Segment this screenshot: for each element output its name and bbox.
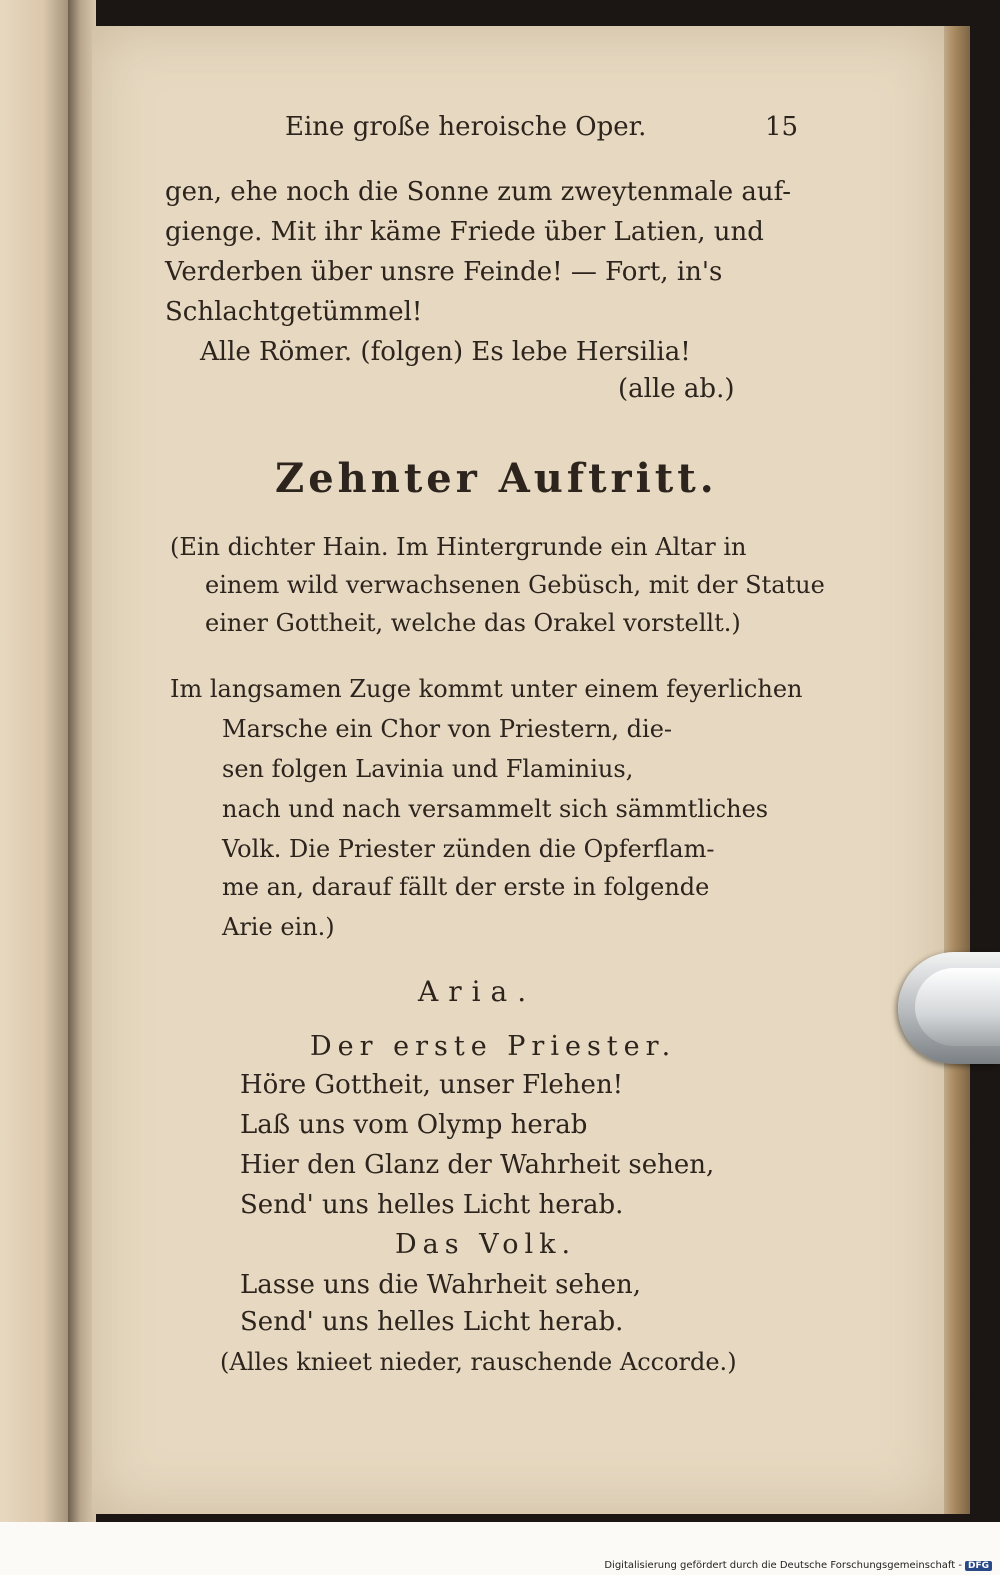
stage-direction: Im langsamen Zuge kommt unter einem feyerlichen — [170, 675, 803, 703]
verse-line: Lasse uns die Wahrheit sehen, — [240, 1270, 641, 1300]
stage-direction: (alle ab.) — [618, 374, 735, 404]
verse-line: Hier den Glanz der Wahrheit sehen, — [240, 1150, 715, 1180]
stage-direction: me an, darauf fällt der erste in folgende — [222, 873, 710, 901]
stage-direction: einer Gottheit, welche das Orakel vorstellt.) — [205, 609, 741, 637]
stage-direction: Volk. Die Priester zünden die Opferflam- — [222, 835, 715, 863]
credit-text: Digitalisierung gefördert durch die Deutsche Forschungsgemeinschaft - — [604, 1560, 962, 1571]
page-number: 15 — [765, 112, 799, 142]
stage-direction: sen folgen Lavinia und Flaminius, — [222, 755, 634, 783]
stage-direction: (Ein dichter Hain. Im Hintergrunde ein Altar in — [170, 533, 747, 561]
verse-line: Send' uns helles Licht herab. — [240, 1190, 624, 1220]
text-line: Schlachtgetümmel! — [165, 297, 423, 327]
stage-direction: Marsche ein Chor von Priestern, die- — [222, 715, 673, 743]
page-fore-edge — [944, 26, 970, 1514]
stage-direction: (Alles knieet nieder, rauschende Accorde.) — [220, 1348, 737, 1376]
verse-line: Höre Gottheit, unser Flehen! — [240, 1070, 624, 1100]
stage-direction: Arie ein.) — [222, 913, 335, 941]
speaker-name: Der erste Priester. — [310, 1031, 677, 1062]
text-line: gienge. Mit ihr käme Friede über Latien, und — [165, 217, 764, 247]
aria-heading: Aria. — [418, 975, 537, 1008]
digitization-credit — [604, 1560, 992, 1571]
verse-line: Send' uns helles Licht herab. — [240, 1307, 624, 1337]
text-line: Verderben über unsre Feinde! — Fort, in's — [165, 257, 723, 287]
dfg-logo: DFG — [965, 1561, 992, 1571]
speaker-line: Alle Römer. (folgen) Es lebe Hersilia! — [200, 337, 691, 367]
text-line: gen, ehe noch die Sonne zum zweytenmale auf- — [165, 177, 792, 207]
stage-direction: einem wild verwachsenen Gebüsch, mit der Statue — [205, 571, 825, 599]
verse-line: Laß uns vom Olymp herab — [240, 1110, 588, 1140]
stage-direction: nach und nach versammelt sich sämmtliches — [222, 795, 769, 823]
page-clip-highlight — [915, 968, 1000, 1046]
scene-heading: Zehnter Auftritt. — [275, 455, 718, 502]
left-page-edge — [0, 0, 72, 1522]
running-title: Eine große heroische Oper. — [285, 112, 647, 142]
speaker-name: Das Volk. — [395, 1229, 577, 1260]
